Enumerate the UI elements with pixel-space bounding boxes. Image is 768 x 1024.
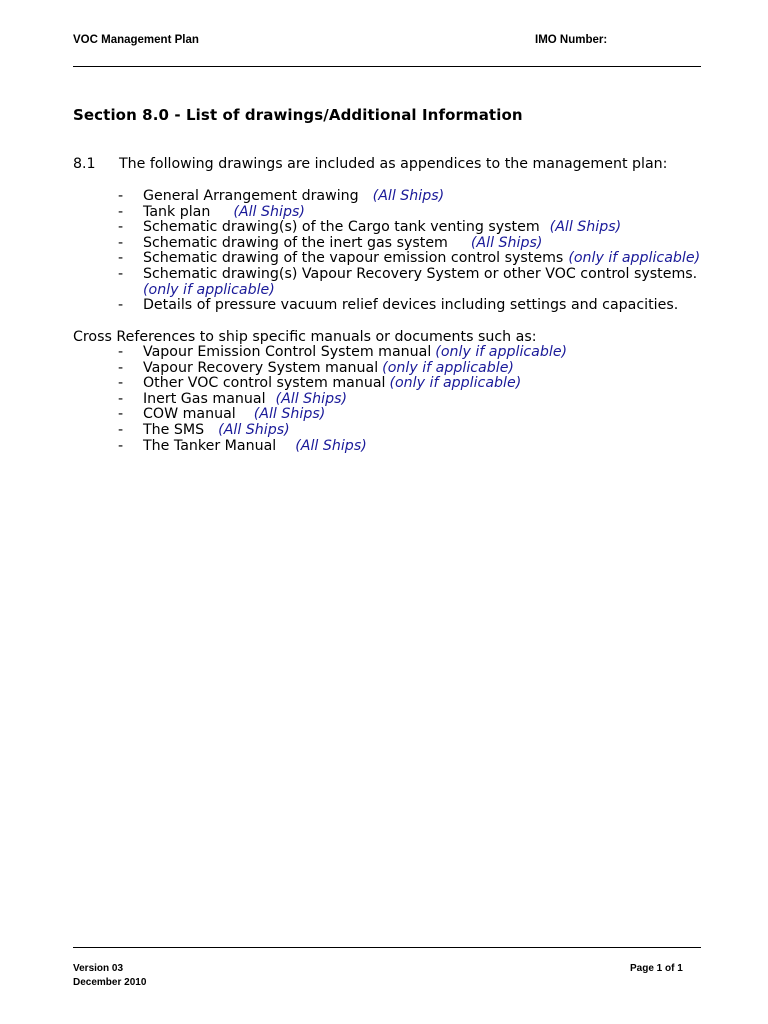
header-divider [73,66,701,67]
list-item [118,361,567,377]
list-item-text: Schematic drawing(s) of the Cargo tank venting system [143,219,540,236]
list-dash: - [118,219,124,236]
list-dash: - [118,406,124,423]
list-item [118,392,567,408]
list-item [118,298,700,314]
list-item-text: Vapour Emission Control System manual [143,344,432,360]
section-title: Section 8.0 - List of drawings/Additional Information [73,106,523,124]
list-item-text: General Arrangement drawing [143,188,359,204]
list-item [118,220,700,236]
drawings-intro [73,156,667,172]
applicability-note: (All Ships) [470,234,543,251]
list-item-text: Schematic drawing of the inert gas system [143,234,448,251]
list-item [118,376,567,392]
applicability-note: (All Ships) [295,437,367,454]
list-dash: - [118,203,124,220]
footer-divider [73,947,701,948]
list-dash: - [118,359,124,376]
list-item [118,267,700,298]
applicability-note: (All Ships) [372,188,445,204]
list-item [118,205,700,221]
applicability-note: (All Ships) [275,390,348,407]
list-dash: - [118,437,124,454]
list-item-text: Inert Gas manual [143,390,266,407]
applicability-note: (only if applicable) [435,344,568,360]
list-dash: - [118,390,124,407]
list-item-text: The SMS [143,421,205,438]
footer-page-number: Page 1 of 1 [630,963,683,974]
applicability-note: (only if applicable) [389,375,522,392]
applicability-note: (All Ships) [253,406,326,423]
applicability-note: (only if applicable) [382,359,514,376]
list-dash: - [118,250,124,267]
list-dash: - [118,234,124,251]
list-dash: - [118,344,124,360]
footer-date: December 2010 [73,976,147,988]
list-item [118,236,700,252]
list-dash: - [118,188,124,204]
list-item-text: Schematic drawing(s) Vapour Recovery System or other VOC control systems. [143,265,698,282]
cross-references-intro: Cross References to ship specific manuals or documents such as: [73,329,537,345]
list-item-text: COW manual [143,406,236,423]
footer-version-block [73,962,146,989]
list-item [118,407,567,423]
clause-text: The following drawings are included as appendices to the management plan: [119,156,668,172]
list-item [118,345,567,361]
footer-version: Version 03 [73,963,124,974]
list-dash: - [118,375,124,392]
list-item-text: Vapour Recovery System manual [143,359,379,376]
list-item-text: Details of pressure vacuum relief devices including settings and capacities. [143,297,679,314]
list-item-text: Other VOC control system manual [143,375,386,392]
cross-references-list [118,345,567,454]
header-imo-number-label: IMO Number: [535,34,608,46]
applicability-note: (only if applicable) [568,250,701,267]
drawings-list [118,189,700,314]
header-document-title: VOC Management Plan [73,34,199,46]
list-item [118,423,567,439]
applicability-note: (All Ships) [233,203,305,220]
list-item-text: Tank plan [143,203,211,220]
applicability-note: (only if applicable) [143,281,275,298]
list-dash: - [118,421,124,438]
list-dash: - [118,297,124,314]
list-dash: - [118,265,124,282]
list-item-text: The Tanker Manual [143,437,277,454]
applicability-note: (All Ships) [549,219,622,236]
list-item [118,251,700,267]
applicability-note: (All Ships) [218,421,290,438]
list-item [118,439,567,455]
list-item-text: Schematic drawing of the vapour emission control systems [143,250,564,267]
list-item [118,189,700,205]
clause-number: 8.1 [73,156,96,172]
